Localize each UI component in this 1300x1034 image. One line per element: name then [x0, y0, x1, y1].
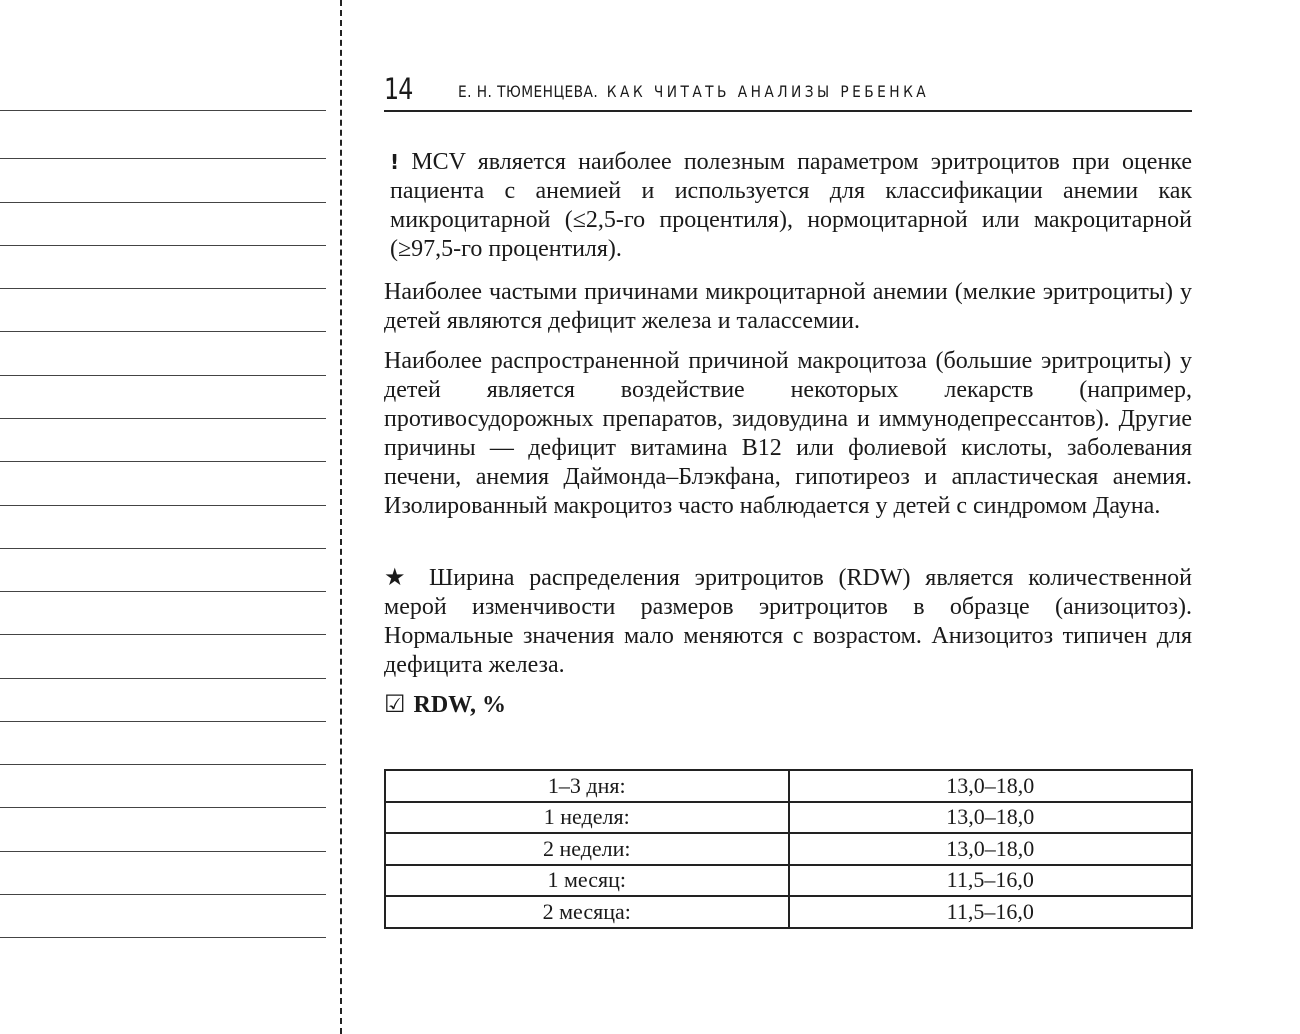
notes-line: [0, 937, 326, 938]
exclamation-icon: !: [390, 150, 400, 174]
range-cell: 13,0–18,0: [789, 770, 1193, 802]
notes-area: [0, 0, 326, 1034]
page-number: 14: [384, 72, 413, 106]
notes-line: [0, 202, 326, 203]
paragraph-rdw-text: Ширина распределения эритроцитов (RDW) является количественной мерой изменчивости размеров эритроцитов в образце (анизоцитоз). Нормальные значения мало меняются с возрастом. Анизоцитоз типичен для дефицита железа.: [384, 565, 1193, 678]
notes-line: [0, 764, 326, 765]
running-head: [458, 82, 929, 101]
checkbox-icon: ☑: [384, 690, 406, 718]
range-cell: 13,0–18,0: [789, 802, 1193, 834]
notes-line: [0, 158, 326, 159]
paragraph-macrocytosis: Наиболее распространенной причиной макроцитоза (большие эритроциты) у детей является воздействие некоторых лекарств (например, противосудорожных препаратов, зидовудина и иммунодепрессантов). Другие причины — дефицит витамина В12 или фолиевой кислоты, заболевания печени, анемия Даймонда–Блэкфана, гипотиреоз и апластическая анемия. Изолированный макроцитоз часто наблюдается у детей с синдромом Дауна.: [384, 348, 1192, 519]
rdw-subheading-label: RDW, %: [413, 692, 506, 718]
notes-line: [0, 288, 326, 289]
cut-line-divider: [340, 0, 342, 1034]
notes-line: [0, 110, 326, 111]
notes-line: [0, 678, 326, 679]
notes-line: [0, 331, 326, 332]
running-head-author: Е. Н. ТЮМЕНЦЕВА.: [458, 82, 599, 101]
notes-line: [0, 634, 326, 635]
page-header: [384, 70, 1192, 112]
notes-line: [0, 548, 326, 549]
paragraph-mcv-text: MCV является наиболее полезным параметром эритроцитов при оценке пациента с анемией и используется для классификации анемии как микроцитарной (≤2,5-го процентиля), нормоцитарной или макроцитарной (≥97,5-го процентиля).: [390, 149, 1192, 262]
notes-line: [0, 894, 326, 895]
age-cell: 1 месяц:: [385, 865, 789, 897]
notes-line: [0, 461, 326, 462]
notes-line: [0, 851, 326, 852]
star-icon: ★: [384, 563, 415, 591]
notes-line: [0, 721, 326, 722]
age-cell: 1 неделя:: [385, 802, 789, 834]
paragraph-mcv: [390, 148, 1192, 264]
notes-line: [0, 591, 326, 592]
paragraph-microcytic: Наиболее частыми причинами микроцитарной анемии (мелкие эритроциты) у детей являются дефицит железа и талассемии.: [384, 279, 1192, 334]
table-row: [385, 802, 1192, 834]
age-cell: 1–3 дня:: [385, 770, 789, 802]
running-head-title: КАК ЧИТАТЬ АНАЛИЗЫ РЕБЕНКА: [606, 82, 930, 101]
notes-line: [0, 245, 326, 246]
notes-line: [0, 375, 326, 376]
table-row: [385, 865, 1192, 897]
rdw-subheading: [384, 690, 506, 719]
range-cell: 11,5–16,0: [789, 896, 1193, 928]
rdw-reference-table: [384, 769, 1193, 929]
range-cell: 13,0–18,0: [789, 833, 1193, 865]
notes-line: [0, 807, 326, 808]
table-row: [385, 770, 1192, 802]
paragraph-rdw: [384, 563, 1192, 680]
notes-line: [0, 418, 326, 419]
notes-line: [0, 505, 326, 506]
age-cell: 2 недели:: [385, 833, 789, 865]
range-cell: 11,5–16,0: [789, 865, 1193, 897]
age-cell: 2 месяца:: [385, 896, 789, 928]
table-row: [385, 833, 1192, 865]
table-row: [385, 896, 1192, 928]
